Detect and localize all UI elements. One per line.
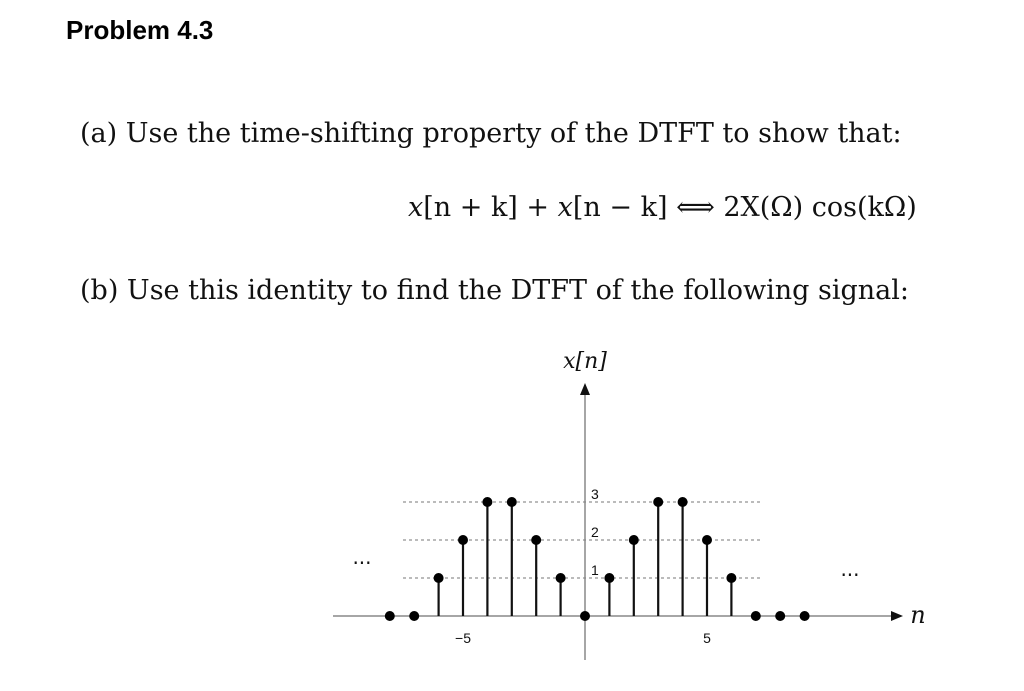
stem-sample [580, 611, 590, 621]
stem-marker [580, 611, 590, 621]
stem-marker [726, 573, 736, 583]
stem-marker [482, 497, 492, 507]
x-axis-label: n [910, 601, 926, 629]
formula-equivalence-arrow: ⟺ [667, 192, 724, 223]
stem-sample [702, 535, 712, 616]
stem-sample [385, 611, 395, 621]
y-axis-label: x[n] [563, 349, 607, 374]
stem-marker [653, 497, 663, 507]
stem-marker [434, 573, 444, 583]
x-axis-arrow [891, 611, 903, 621]
stem-sample [458, 535, 468, 616]
stem-marker [409, 611, 419, 621]
stem-marker [629, 535, 639, 545]
problem-title: Problem 4.3 [66, 15, 214, 45]
stem-sample [409, 611, 419, 621]
stem-marker [604, 573, 614, 583]
stem-sample [751, 611, 761, 621]
y-tick-label: 1 [591, 562, 599, 578]
stem-sample [556, 573, 566, 616]
stem-marker [531, 535, 541, 545]
ellipsis-left: ··· [352, 551, 372, 575]
part-a-text: (a) Use the time-shifting property of the DTFT to show that: [80, 118, 902, 149]
stem-marker [800, 611, 810, 621]
stem-sample [629, 535, 639, 616]
stems [385, 497, 810, 621]
stem-marker [385, 611, 395, 621]
y-tick-label: 3 [591, 486, 599, 502]
stem-marker [702, 535, 712, 545]
tick-labels [455, 486, 711, 646]
formula-shift-plus: [n + k] + [423, 192, 558, 223]
stem-marker [458, 535, 468, 545]
ellipsis-right: ··· [840, 563, 860, 587]
stem-sample [800, 611, 810, 621]
stem-marker [678, 497, 688, 507]
y-axis-arrow [580, 383, 590, 395]
stem-sample [434, 573, 444, 616]
x-tick-label: 5 [703, 630, 711, 646]
formula-shift-minus: [n − k] [572, 192, 668, 223]
x-tick-label: −5 [455, 630, 471, 646]
stem-marker [751, 611, 761, 621]
stem-sample [531, 535, 541, 616]
formula-x2: x [557, 192, 573, 223]
stem-sample [678, 497, 688, 616]
stem-marker [775, 611, 785, 621]
y-tick-label: 2 [591, 524, 599, 540]
stem-sample [482, 497, 492, 616]
stem-sample [604, 573, 614, 616]
formula-x1: x [408, 192, 424, 223]
stem-marker [556, 573, 566, 583]
formula-rhs: 2X(Ω) cos(kΩ) [723, 192, 917, 223]
part-b-text: (b) Use this identity to find the DTFT of the following signal: [80, 275, 910, 306]
stem-marker [507, 497, 517, 507]
stem-sample [507, 497, 517, 616]
stem-sample [775, 611, 785, 621]
stem-sample [726, 573, 736, 616]
stem-sample [653, 497, 663, 616]
